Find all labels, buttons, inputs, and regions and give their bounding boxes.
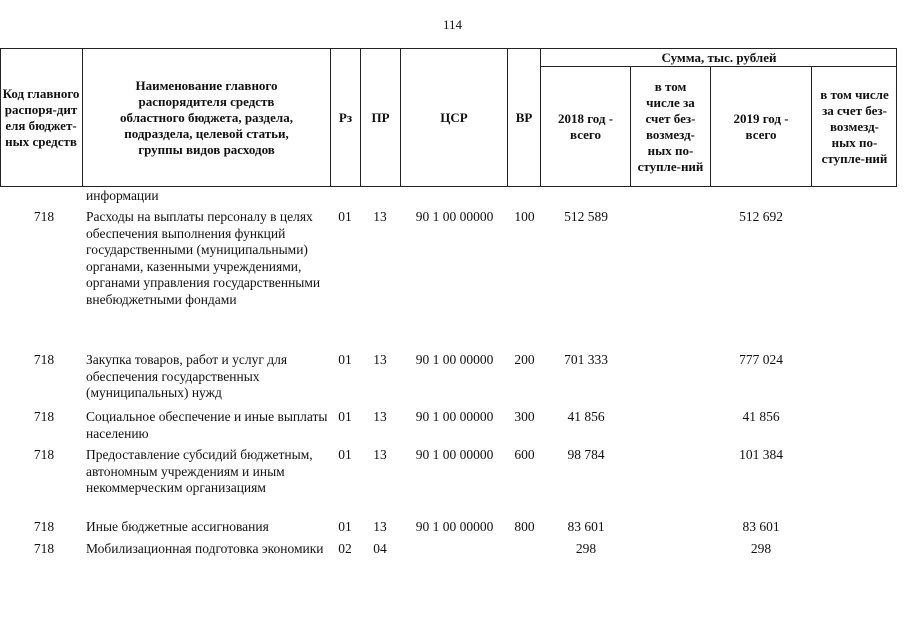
header-code: Код главного распоря-дителя бюджет-ных средств [2,85,80,149]
header-2019-total: 2019 год - всего [733,111,789,142]
table-row-vr: 600 [514,447,535,462]
table-row-sum-2018: 298 [575,541,597,556]
table-row-csr: 90 1 00 00000 [415,447,494,462]
table-row-sum-2019: 777 024 [739,352,783,367]
table-row-pr: 13 [373,352,387,367]
table-row-rz: 01 [338,519,352,534]
table-row-vr: 100 [514,209,535,224]
table-row-code: 718 [33,541,55,556]
table-row-pr: 13 [373,209,387,224]
table-row-csr: 90 1 00 00000 [415,352,494,367]
table-row-code: 718 [33,352,55,367]
table-row-vr: 300 [514,409,535,424]
table-row-rz: 01 [338,209,352,224]
table-row-name: Закупка товаров, работ и услуг для обеспечения государственных (муниципальных) нужд [86,352,288,400]
table-row-vr: 200 [514,352,535,367]
header-csr: ЦСР [440,109,468,125]
table-row-pr: 13 [373,447,387,462]
table-row-csr: 90 1 00 00000 [415,209,494,224]
table-row-name: Социальное обеспечение и иные выплаты населению [86,409,328,441]
table-row-sum-2019: 101 384 [739,447,783,462]
table-row-code: 718 [33,519,55,534]
table-row-rz: 01 [338,352,352,367]
table-row-sum-2019: 298 [750,541,772,556]
table-row-rz: 02 [338,541,352,556]
header-2018-total: 2018 год - всего [557,111,614,142]
header-2018-free: в том числе за счет без-возмезд-ных по-ступле-ний [637,79,704,174]
table-row-code: 718 [33,447,55,462]
table-row-name: Расходы на выплаты персоналу в целях обеспечения выполнения функций государственными (муниципальными) органами, казенными учреждениями, органами управления государственными внебюджетными фондами [86,209,321,307]
table-row-sum-2018: 98 784 [567,447,605,462]
table-row-code: 718 [33,209,55,224]
header-2019-free: в том числе за счет без-возмезд-ных по-ступле-ний [820,87,889,166]
table-row-sum-2019: 83 601 [742,519,780,534]
table-row-rz: 01 [338,409,352,424]
header-sum: Сумма, тыс. рублей [661,49,777,65]
page-number: 114 [442,17,463,32]
header-pr: ПР [371,109,390,125]
continuation-text: информации [86,188,159,203]
table-row-sum-2018: 701 333 [564,352,608,367]
header-rz: Рз [338,109,353,125]
header-vr: ВР [515,109,533,125]
table-row-csr: 90 1 00 00000 [415,409,494,424]
table-row-csr: 90 1 00 00000 [415,519,494,534]
table-row-vr: 800 [514,519,535,534]
table-row-pr: 04 [373,541,387,556]
table-row-code: 718 [33,409,55,424]
table-row-rz: 01 [338,447,352,462]
header-name: Наименование главного распорядителя средств областного бюджета, раздела, подраздела, целевой статьи, группы видов расходов [120,77,293,157]
table-row-sum-2018: 512 589 [564,209,608,224]
table-row-name: Мобилизационная подготовка экономики [86,541,324,556]
table-row-pr: 13 [373,519,387,534]
table-row-sum-2018: 41 856 [567,409,605,424]
table-row-sum-2019: 512 692 [739,209,783,224]
table-row-sum-2019: 41 856 [742,409,780,424]
table-row-name: Предоставление субсидий бюджетным, автономным учреждениям и иным некоммерческим организациям [86,447,313,495]
table-row-pr: 13 [373,409,387,424]
table-row-name: Иные бюджетные ассигнования [86,519,269,534]
table-row-sum-2018: 83 601 [567,519,605,534]
